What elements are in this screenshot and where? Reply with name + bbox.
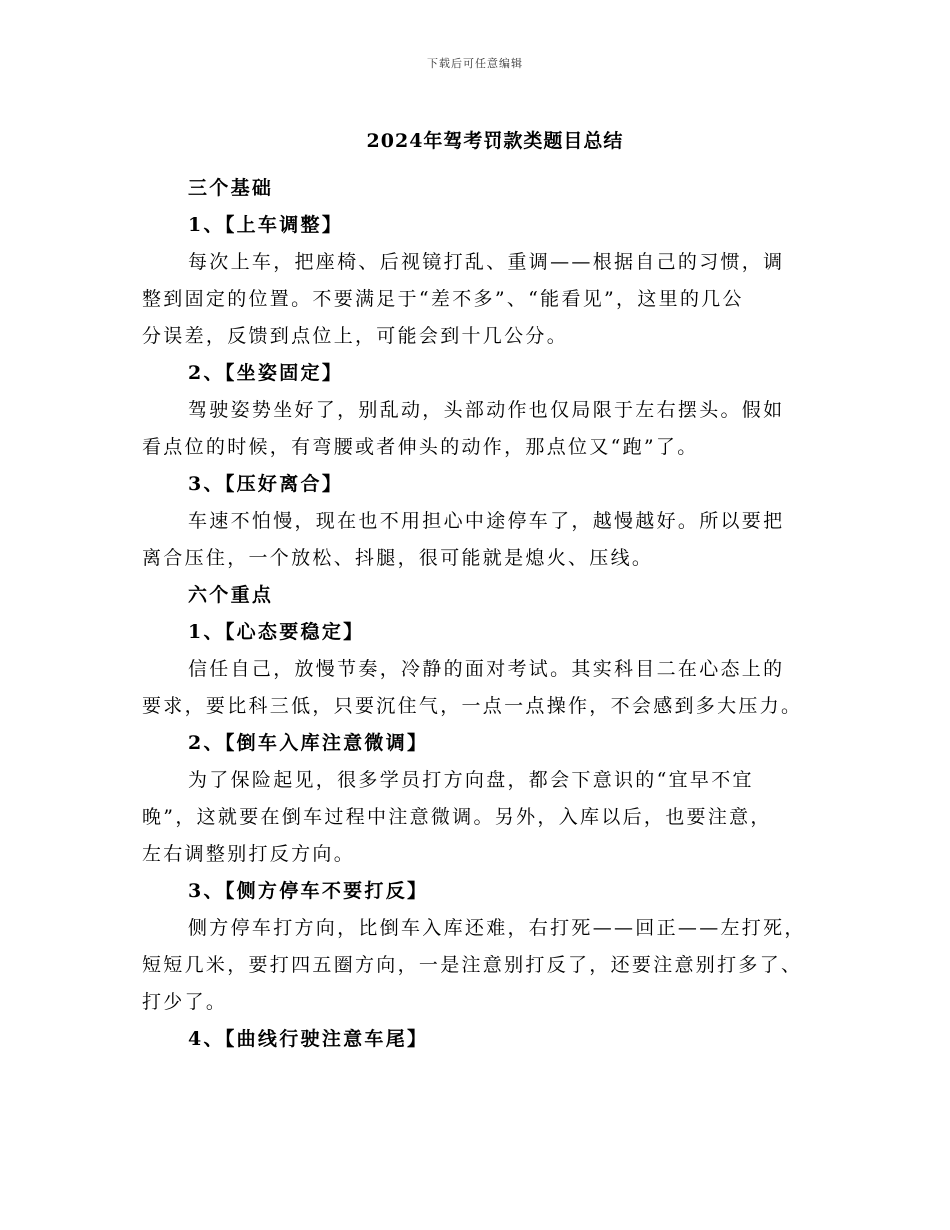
item-heading: 1、【心态要稳定】 [188,621,365,643]
paragraph-line: 驾驶姿势坐好了，别乱动，头部动作也仅局限于左右摆头。假如 [188,399,785,421]
section-heading: 三个基础 [188,177,274,199]
item-heading: 3、【压好离合】 [188,473,344,495]
paragraph-line: 为了保险起见，很多学员打方向盘，都会下意识的“宜早不宜 [188,769,754,791]
section-heading: 六个重点 [188,584,274,606]
paragraph-line: 侧方停车打方向，比倒车入库还难，右打死——回正——左打死， [188,917,806,939]
item-heading: 2、【倒车入库注意微调】 [188,732,429,754]
header-note: 下载后可任意编辑 [427,57,523,70]
paragraph-line: 要求，要比科三低，只要沉住气，一点一点操作，不会感到多大压力。 [142,695,803,717]
document-body [142,170,814,1058]
paragraph-line: 整到固定的位置。不要满足于“差不多”、“能看见”，这里的几公 [142,288,744,310]
item-heading: 3、【侧方停车不要打反】 [188,880,429,902]
document-title: 2024年驾考罚款类题目总结 [366,130,624,152]
paragraph-line: 看点位的时候，有弯腰或者伸头的动作，那点位又“跑”了。 [142,436,699,458]
paragraph-line: 离合压住，一个放松、抖腿，很可能就是熄火、压线。 [142,547,654,569]
paragraph-line: 打少了。 [142,991,228,1013]
paragraph-line: 车速不怕慢，现在也不用担心中途停车了，越慢越好。所以要把 [188,510,785,532]
paragraph-line: 分误差，反馈到点位上，可能会到十几公分。 [142,325,569,347]
paragraph-line: 左右调整别打反方向。 [142,843,356,865]
paragraph-line: 晚”，这就要在倒车过程中注意微调。另外，入库以后，也要注意， [142,806,772,828]
paragraph-line: 每次上车，把座椅、后视镜打乱、重调——根据自己的习惯，调 [188,251,785,273]
item-heading: 2、【坐姿固定】 [188,362,344,384]
item-heading: 4、【曲线行驶注意车尾】 [188,1028,429,1050]
paragraph-line: 信任自己，放慢节奏，冷静的面对考试。其实科目二在心态上的 [188,658,785,680]
paragraph-line: 短短几米，要打四五圈方向，一是注意别打反了，还要注意别打多了、 [142,954,803,976]
item-heading: 1、【上车调整】 [188,214,344,236]
